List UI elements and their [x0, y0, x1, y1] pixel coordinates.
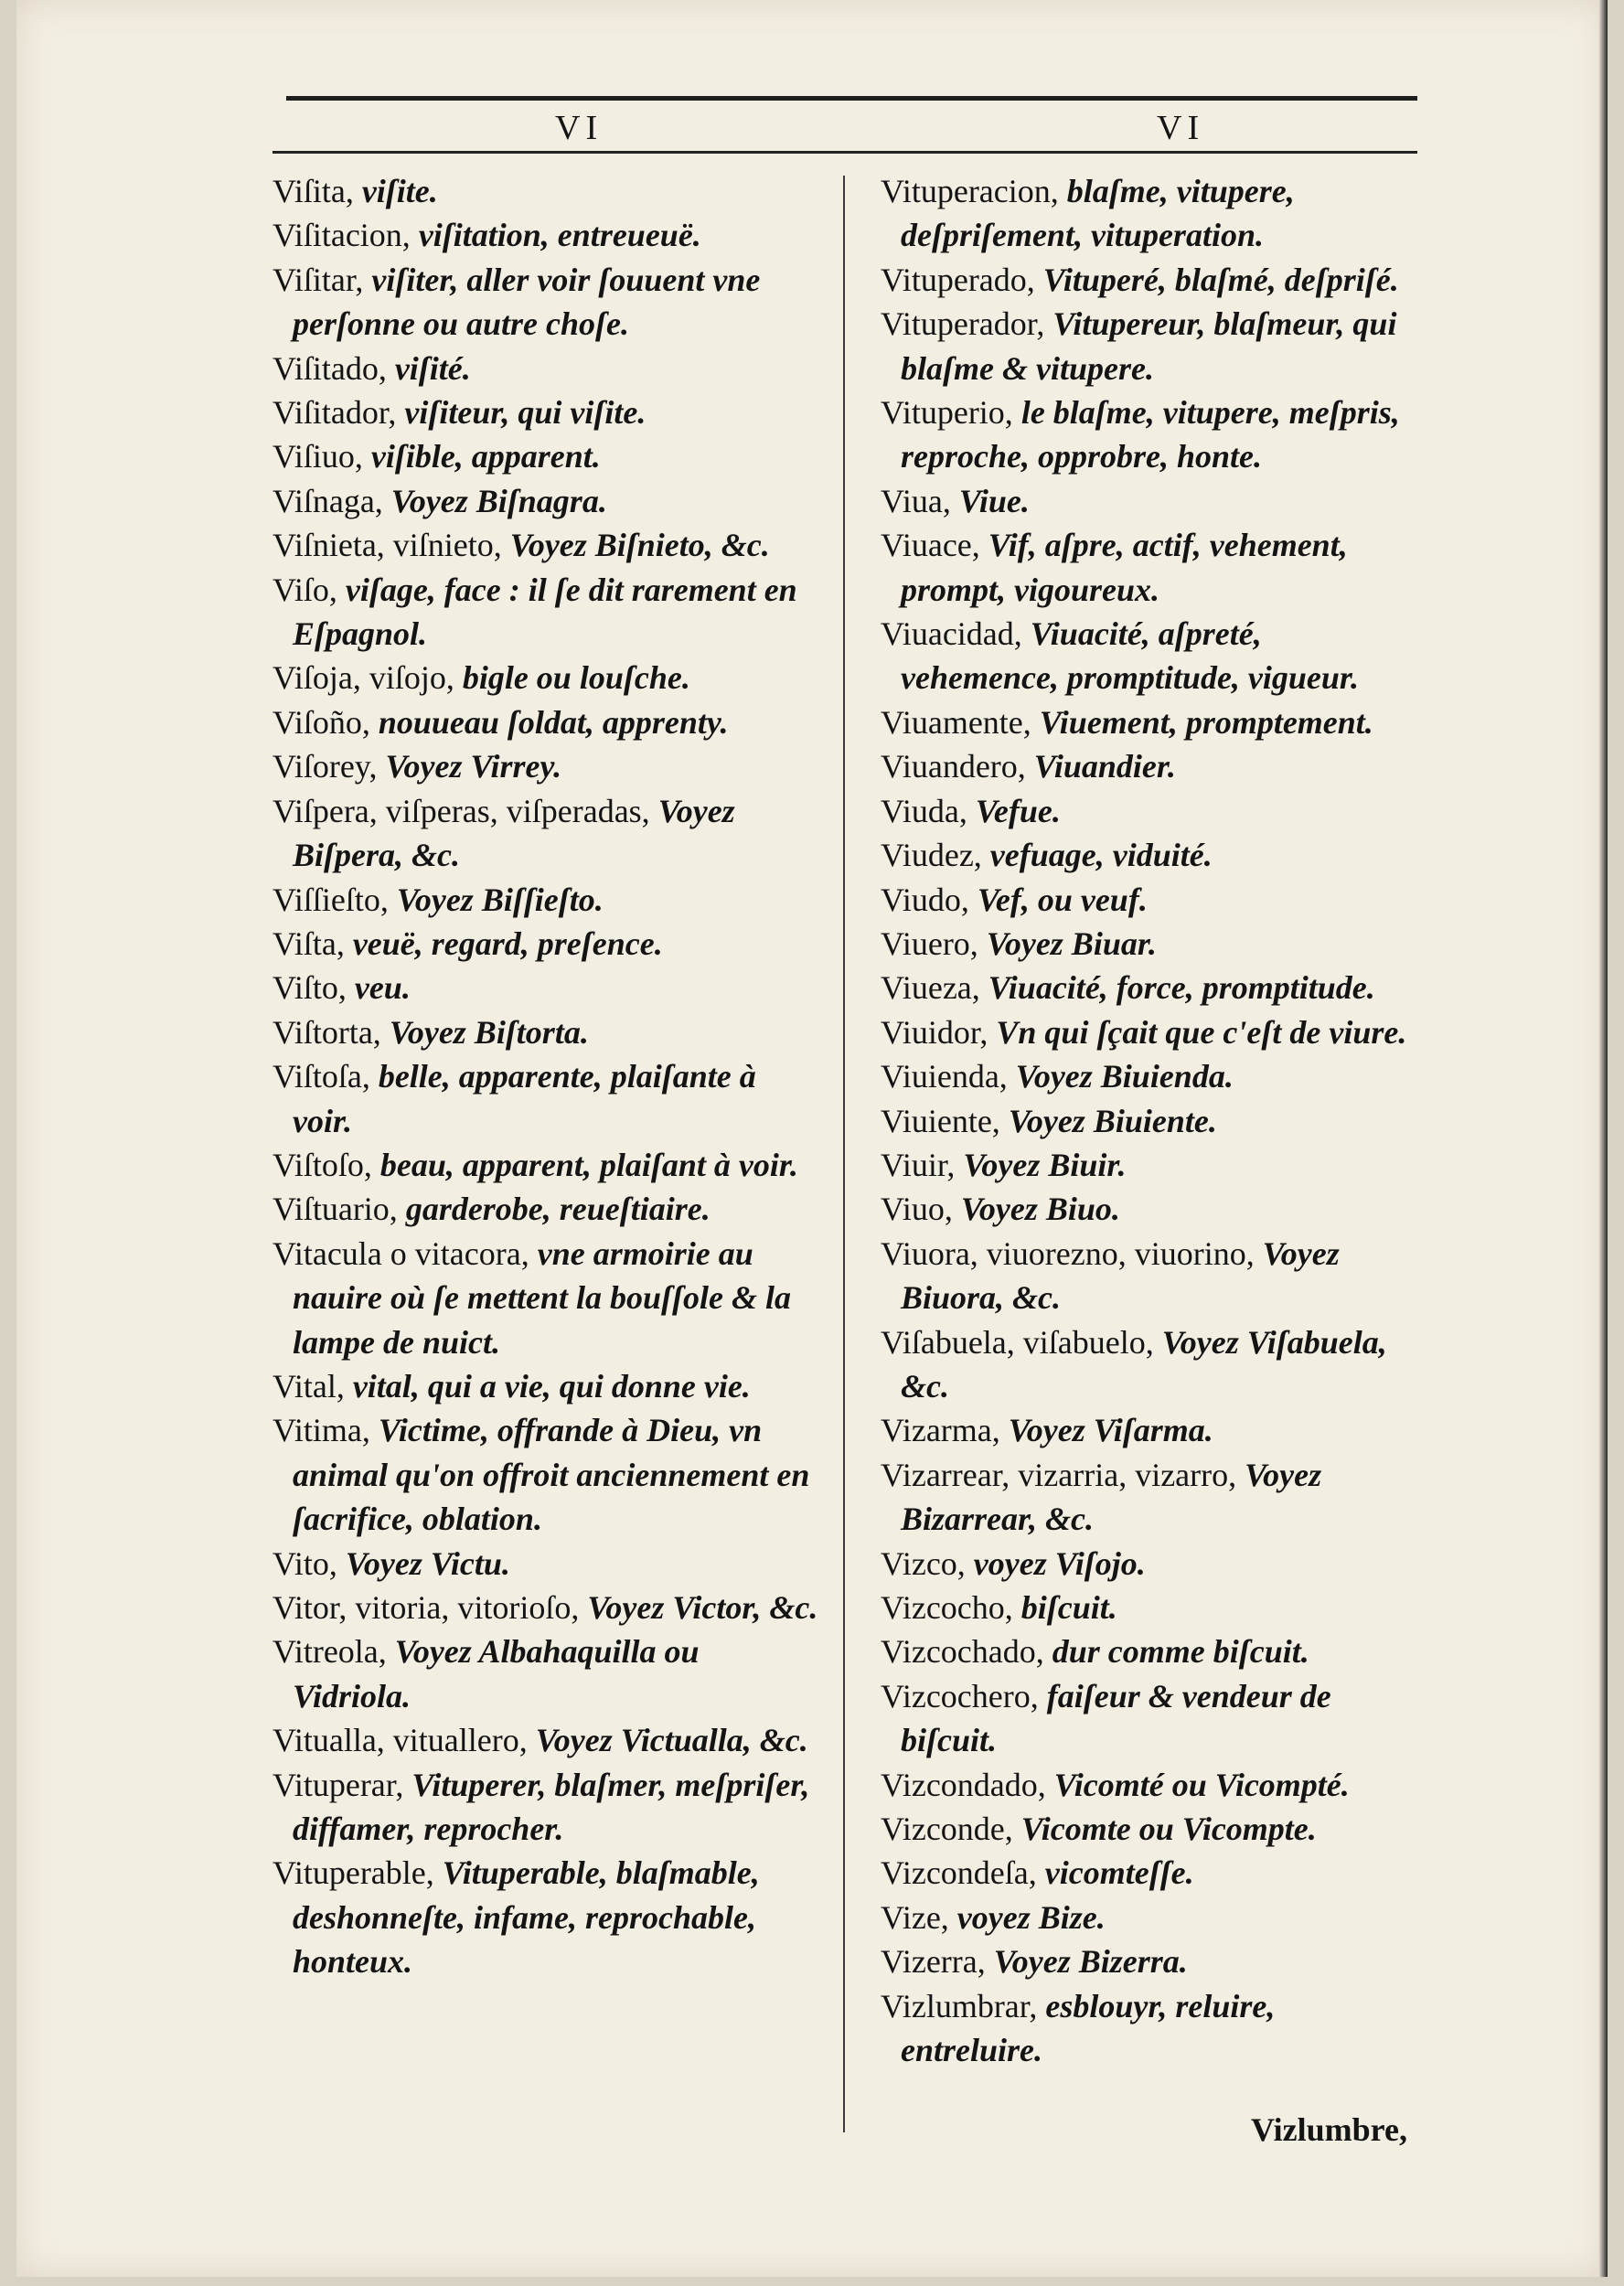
entry-definition: voyez Viſojo.	[973, 1544, 1146, 1582]
entry-headword: Viſtuario,	[272, 1191, 398, 1228]
entry-headword: Viſorey,	[272, 748, 378, 785]
header-bottom-rule	[272, 151, 1417, 154]
entry-definition: viſible, apparent.	[370, 438, 601, 475]
dictionary-entry	[272, 347, 821, 390]
entry-definition: Voyez Viſarma.	[1008, 1412, 1213, 1449]
dictionary-entry	[881, 878, 1425, 922]
entry-headword: Viudo,	[881, 881, 969, 918]
entry-definition: viſitation, entreueuë.	[418, 217, 701, 254]
entry-definition: Vif, aſpre, actif, vehement, prompt, vigoureux.	[901, 527, 1348, 608]
dictionary-entry	[272, 479, 821, 523]
dictionary-entry	[881, 258, 1425, 302]
entry-definition: Vituperable, blaſmable, deshonneſte, infame, reprochable, honteux.	[293, 1854, 760, 1981]
dictionary-entry	[272, 1718, 821, 1762]
dictionary-entry	[272, 700, 821, 744]
dictionary-entry	[272, 966, 821, 1009]
entry-definition: Voyez Bizarrear, &c.	[901, 1456, 1322, 1538]
dictionary-entry	[881, 1586, 1425, 1629]
dictionary-entry	[272, 1054, 821, 1143]
entry-definition: vefuage, viduité.	[989, 837, 1213, 874]
dictionary-entry	[881, 1674, 1425, 1763]
dictionary-entry	[272, 1364, 821, 1408]
entry-definition: Viuandier.	[1033, 748, 1176, 785]
entry-definition: vne armoirie au nauire où ſe mettent la bouſſole & la lampe de nuict.	[293, 1234, 791, 1361]
entry-definition: vital, qui a vie, qui donne vie.	[352, 1367, 751, 1405]
entry-headword: Viuero,	[881, 924, 978, 962]
entry-headword: Viuda,	[881, 792, 967, 829]
entry-headword: Viudez,	[881, 837, 982, 874]
dictionary-entry	[881, 1453, 1425, 1542]
entry-headword: Vizcochado,	[881, 1633, 1044, 1671]
dictionary-entry	[272, 789, 821, 878]
entry-headword: Vizlumbrar,	[881, 1987, 1038, 2024]
entry-definition: Voyez Victualla, &c.	[535, 1722, 808, 1759]
dictionary-entry	[272, 1542, 821, 1586]
entry-headword: Vize,	[881, 1898, 949, 1936]
entry-headword: Viſto,	[272, 969, 347, 1007]
entry-headword: Viueza,	[881, 969, 980, 1007]
entry-headword: Vituperado,	[881, 261, 1035, 298]
entry-definition: Vituperé, blaſmé, deſpriſé.	[1042, 261, 1399, 298]
running-head-right: VI	[1157, 109, 1205, 147]
dictionary-entry	[881, 1629, 1425, 1673]
entry-definition: Voyez Biuiente.	[1008, 1102, 1217, 1139]
entry-definition: Voyez Biſſieſto.	[396, 881, 604, 918]
entry-headword: Viſitado,	[272, 349, 387, 387]
dictionary-entry	[272, 1187, 821, 1231]
entry-headword: Viſſieſto,	[272, 881, 389, 918]
entry-headword: Viſnaga,	[272, 482, 383, 519]
entry-headword: Viſtorta,	[272, 1013, 381, 1051]
dictionary-entry	[881, 302, 1425, 390]
entry-definition: Voyez Biſtorta.	[389, 1013, 589, 1051]
entry-headword: Vitacula o vitacora,	[272, 1234, 529, 1272]
entry-headword: Viſitador,	[272, 394, 397, 432]
entry-definition: Voyez Biuar.	[986, 924, 1157, 962]
entry-headword: Viſitacion,	[272, 217, 411, 254]
entry-headword: Viſoja, viſojo,	[272, 659, 454, 697]
entry-definition: viſage, face : il ſe dit rarement en Eſpagnol.	[293, 571, 797, 653]
entry-headword: Vizconde,	[881, 1811, 1013, 1848]
entry-definition: dur comme biſcuit.	[1052, 1633, 1309, 1671]
dictionary-entry	[881, 390, 1425, 479]
entry-definition: viſiter, aller voir ſouuent vne perſonne ou autre choſe.	[293, 261, 761, 343]
dictionary-entry	[881, 169, 1425, 258]
dictionary-entry	[272, 390, 821, 434]
dictionary-entry	[881, 1232, 1425, 1320]
catchword: Vizlumbre,	[1251, 2111, 1407, 2148]
entry-definition: veuë, regard, preſence.	[352, 924, 663, 962]
dictionary-entry	[881, 612, 1425, 700]
dictionary-entry	[272, 1010, 821, 1054]
left-column	[272, 169, 821, 1984]
dictionary-entry	[272, 1143, 821, 1187]
entry-headword: Viſita,	[272, 173, 354, 209]
entry-headword: Viſitar,	[272, 261, 364, 298]
entry-headword: Viuacidad,	[881, 615, 1022, 653]
dictionary-entry	[881, 789, 1425, 833]
entry-definition: voyez Bize.	[956, 1898, 1106, 1936]
dictionary-entry	[881, 1807, 1425, 1851]
dictionary-entry	[272, 656, 821, 700]
entry-headword: Vitor, vitoria, vitorioſo,	[272, 1589, 580, 1626]
entry-definition: beau, apparent, plaiſant à voir.	[379, 1146, 798, 1183]
dictionary-entry	[881, 1763, 1425, 1807]
entry-definition: blaſme, vitupere, deſpriſement, vituperation.	[901, 173, 1295, 254]
dictionary-entry	[881, 479, 1425, 523]
entry-headword: Viſnieta, viſnieto,	[272, 527, 502, 564]
entry-definition: Voyez Biuora, &c.	[901, 1234, 1340, 1317]
entry-headword: Vizerra,	[881, 1943, 986, 1981]
dictionary-entry	[881, 1542, 1425, 1586]
entry-definition: Voyez Biſnieto, &c.	[509, 527, 770, 564]
entry-headword: Vizcocho,	[881, 1589, 1013, 1626]
dictionary-entry	[272, 1586, 821, 1629]
dictionary-entry	[272, 1763, 821, 1852]
entry-headword: Viſtoſo,	[272, 1146, 372, 1183]
entry-headword: Viſiuo,	[272, 438, 363, 475]
entry-headword: Viſtoſa,	[272, 1058, 370, 1095]
column-divider	[843, 176, 845, 2132]
entry-headword: Vizarma,	[881, 1412, 1000, 1449]
entry-definition: Vitupereur, blaſmeur, qui blaſme & vitupere.	[901, 305, 1397, 387]
entry-definition: belle, apparente, plaiſante à voir.	[293, 1058, 756, 1139]
entry-headword: Viuiente,	[881, 1102, 1000, 1139]
entry-headword: Vitima,	[272, 1412, 370, 1449]
entry-headword: Vizco,	[881, 1544, 966, 1582]
entry-definition: bigle ou louſche.	[462, 659, 690, 697]
entry-headword: Viuamente,	[881, 703, 1031, 741]
entry-definition: esblouyr, reluire, entreluire.	[901, 1987, 1276, 2069]
dictionary-entry	[272, 878, 821, 922]
dictionary-entry	[272, 1629, 821, 1718]
entry-definition: Voyez Victor, &c.	[587, 1589, 818, 1626]
entry-definition: Voyez Biſpera, &c.	[293, 792, 735, 874]
entry-definition: viſite.	[361, 173, 438, 209]
page-spine-edge	[1598, 0, 1608, 2277]
dictionary-entry	[881, 966, 1425, 1009]
entry-definition: Voyez Biuienda.	[1015, 1058, 1234, 1095]
dictionary-entry	[272, 568, 821, 657]
entry-definition: biſcuit.	[1020, 1589, 1117, 1626]
dictionary-entry	[881, 1054, 1425, 1098]
entry-headword: Vitualla, vituallero,	[272, 1722, 528, 1759]
entry-definition: Vn qui ſçait que c'eſt de viure.	[996, 1013, 1407, 1051]
entry-headword: Viſta,	[272, 924, 345, 962]
dictionary-entry	[272, 213, 821, 257]
entry-definition: Viuacité, aſpreté, vehemence, promptitude, vigueur.	[901, 615, 1359, 697]
entry-definition: Vef, ou veuf.	[977, 881, 1148, 918]
dictionary-entry	[272, 169, 821, 213]
entry-definition: Vicomte ou Vicompte.	[1020, 1811, 1317, 1848]
entry-headword: Vituperador,	[881, 305, 1045, 343]
entry-definition: viſité.	[394, 349, 471, 387]
entry-headword: Viuandero,	[881, 748, 1026, 785]
dictionary-entry	[881, 1896, 1425, 1939]
entry-headword: Vitreola,	[272, 1633, 387, 1671]
entry-headword: Viuo,	[881, 1191, 953, 1228]
entry-headword: Viſpera, viſperas, viſperadas,	[272, 792, 650, 829]
dictionary-entry	[881, 1939, 1425, 1983]
dictionary-entry	[881, 1320, 1425, 1409]
entry-definition: Viuement, promptement.	[1039, 703, 1373, 741]
entry-headword: Vital,	[272, 1367, 345, 1405]
dictionary-entry	[272, 1232, 821, 1364]
entry-definition: Vituperer, blaſmer, meſpriſer, diffamer, reprocher.	[293, 1766, 810, 1848]
entry-headword: Viuienda,	[881, 1058, 1008, 1095]
right-column	[881, 169, 1425, 2072]
dictionary-entry	[881, 922, 1425, 966]
entry-definition: nouueau ſoldat, apprenty.	[378, 703, 729, 741]
entry-definition: Voyez Albahaquilla ou Vidriola.	[293, 1633, 700, 1714]
header-top-rule	[286, 96, 1417, 101]
entry-definition: Voyez Biſnagra.	[390, 482, 607, 519]
dictionary-entry	[881, 1851, 1425, 1895]
entry-headword: Viua,	[881, 482, 951, 519]
entry-definition: Voyez Bizerra.	[993, 1943, 1188, 1981]
dictionary-entry	[881, 523, 1425, 612]
entry-headword: Vituperio,	[881, 394, 1013, 432]
entry-headword: Vituperable,	[272, 1854, 434, 1892]
entry-definition: Vefue.	[975, 792, 1061, 829]
entry-definition: Voyez Viſabuela, &c.	[901, 1323, 1387, 1405]
entry-headword: Viſabuela, viſabuelo,	[881, 1323, 1154, 1361]
entry-headword: Vituperacion,	[881, 173, 1059, 209]
entry-definition: Voyez Biuo.	[960, 1191, 1120, 1228]
running-head-left: VI	[555, 109, 604, 147]
entry-headword: Viſo,	[272, 571, 337, 608]
dictionary-entry	[881, 833, 1425, 877]
entry-headword: Vizcondado,	[881, 1766, 1046, 1803]
entry-headword: Vizcondeſa,	[881, 1854, 1037, 1892]
entry-definition: veu.	[354, 969, 411, 1007]
dictionary-entry	[272, 258, 821, 347]
dictionary-entry	[272, 523, 821, 567]
entry-definition: Viue.	[958, 482, 1030, 519]
entry-definition: Voyez Victu.	[345, 1544, 510, 1582]
dictionary-entry	[881, 1099, 1425, 1143]
entry-headword: Vizcochero,	[881, 1677, 1039, 1714]
dictionary-entry	[272, 434, 821, 478]
dictionary-entry	[881, 1010, 1425, 1054]
entry-definition: Voyez Biuir.	[963, 1146, 1127, 1183]
dictionary-entry	[272, 1408, 821, 1541]
entry-definition: garderobe, reueſtiaire.	[405, 1191, 710, 1228]
entry-headword: Vito,	[272, 1544, 337, 1582]
entry-headword: Vituperar,	[272, 1766, 404, 1803]
dictionary-entry	[881, 1984, 1425, 2073]
entry-definition: Voyez Virrey.	[385, 748, 562, 785]
entry-definition: Viuacité, force, promptitude.	[988, 969, 1375, 1007]
entry-headword: Viuir,	[881, 1146, 956, 1183]
dictionary-entry	[881, 1143, 1425, 1187]
entry-headword: Viuora, viuorezno, viuorino,	[881, 1234, 1255, 1272]
dictionary-entry	[272, 922, 821, 966]
dictionary-entry	[272, 1851, 821, 1983]
entry-definition: vicomteſſe.	[1044, 1854, 1194, 1892]
entry-headword: Viuace,	[881, 527, 980, 564]
entry-definition: le blaſme, vitupere, meſpris, reproche, opprobre, honte.	[901, 394, 1400, 475]
entry-headword: Viſoño,	[272, 703, 370, 741]
dictionary-entry	[881, 1187, 1425, 1231]
dictionary-entry	[881, 744, 1425, 788]
entry-definition: viſiteur, qui viſite.	[404, 394, 646, 432]
entry-headword: Viuidor,	[881, 1013, 988, 1051]
entry-definition: faiſeur & vendeur de biſcuit.	[901, 1677, 1331, 1759]
dictionary-entry	[881, 700, 1425, 744]
dictionary-entry	[272, 744, 821, 788]
entry-definition: Victime, offrande à Dieu, vn animal qu'on offroit anciennement en ſacrifice, oblation.	[293, 1412, 810, 1538]
dictionary-entry	[881, 1408, 1425, 1452]
entry-headword: Vizarrear, vizarria, vizarro,	[881, 1456, 1237, 1493]
entry-definition: Vicomté ou Vicompté.	[1053, 1766, 1350, 1803]
